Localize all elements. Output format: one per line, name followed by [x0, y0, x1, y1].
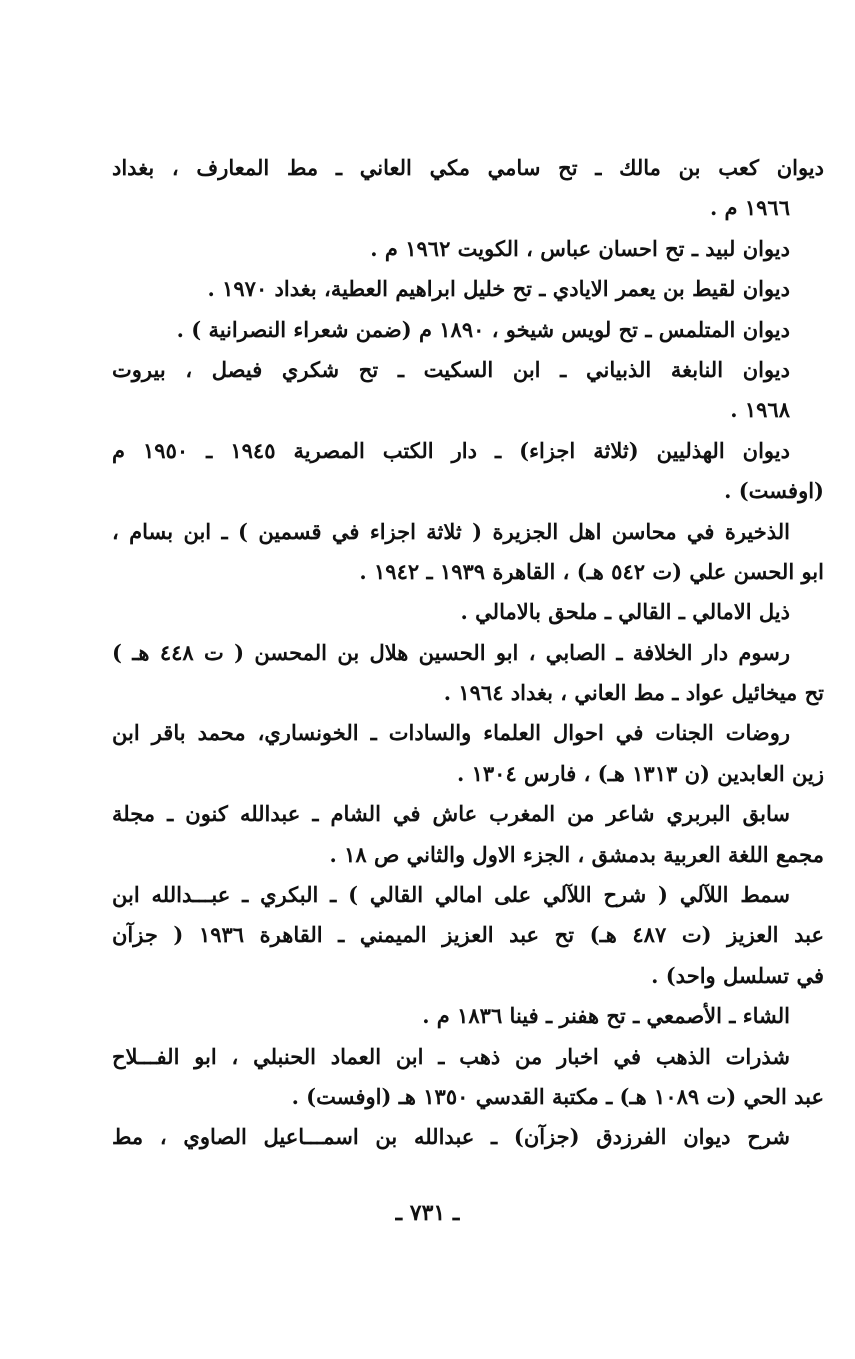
- entry-line: رسوم دار الخلافة ـ الصابي ، ابو الحسين هلال بن المحسن ( ت ٤٤٨ هـ ): [112, 639, 790, 665]
- entry-line: ١٩٦٨ .: [730, 397, 790, 423]
- entry-line: عبد العزيز (ت ٤٨٧ هـ) تح عبد العزيز الميمني ـ القاهرة ١٩٣٦ ( جزآن: [112, 922, 824, 948]
- entry-line: شرح ديوان الفرزدق (جزآن) ـ عبدالله بن اسمـــاعيل الصاوي ، مط: [112, 1124, 790, 1150]
- entry-line: عبد الحي (ت ١٠٨٩ هـ) ـ مكتبة القدسي ١٣٥٠ هـ (اوفست) .: [291, 1083, 824, 1109]
- entry-line: ابو الحسن علي (ت ٥٤٢ هـ) ، القاهرة ١٩٣٩ ـ ١٩٤٢ .: [359, 558, 824, 584]
- entry-line: روضات الجنات في احوال العلماء والسادات ـ الخونساري، محمد باقر ابن: [112, 720, 790, 746]
- entry-line: زين العابدين (ن ١٣١٣ هـ) ، فارس ١٣٠٤ .: [456, 760, 824, 786]
- entry-line: ديوان النابغة الذبياني ـ ابن السكيت ـ تح شكري فيصل ، بيروت: [112, 356, 790, 382]
- entry-line: مجمع اللغة العربية بدمشق ، الجزء الاول والثاني ص ١٨ .: [329, 841, 824, 867]
- entry-line: ذيل الامالي ـ القالي ـ ملحق بالامالي .: [460, 599, 790, 625]
- entry-line: الذخيرة في محاسن اهل الجزيرة ( ثلاثة اجزاء في قسمين ) ـ ابن بسام ،: [112, 518, 790, 544]
- entry-line: ديوان كعب بن مالك ـ تح سامي مكي العاني ـ مط المعارف ، بغداد: [112, 155, 824, 180]
- entry-line: (اوفست) .: [724, 478, 824, 504]
- entry-line: ١٩٦٦ م .: [709, 195, 790, 221]
- entry-line: سابق البربري شاعر من المغرب عاش في الشام ـ عبدالله كنون ـ مجلة: [112, 801, 790, 827]
- entry-line: ديوان لبيد ـ تح احسان عباس ، الكويت ١٩٦٢ م .: [370, 235, 790, 261]
- entry-line: شذرات الذهب في اخبار من ذهب ـ ابن العماد الحنبلي ، ابو الفـــلاح: [112, 1043, 790, 1069]
- entry-line: سمط اللآلي ( شرح اللآلي على امالي القالي ) ـ البكري ـ عبـــدالله ابن: [112, 882, 790, 908]
- bibliography-list: [112, 148, 824, 1158]
- page-number: ـ ٧٣١ ـ: [395, 1200, 460, 1226]
- entry-line: تح ميخائيل عواد ـ مط العاني ، بغداد ١٩٦٤ .: [443, 680, 824, 706]
- entry-line: في تسلسل واحد) .: [651, 962, 824, 988]
- entry-line: ديوان الهذليين (ثلاثة اجزاء) ـ دار الكتب المصرية ١٩٤٥ ـ ١٩٥٠ م: [112, 437, 790, 463]
- entry-line: الشاء ـ الأصمعي ـ تح هفنر ـ فينا ١٨٣٦ م .: [422, 1003, 790, 1029]
- entry-line: ديوان المتلمس ـ تح لويس شيخو ، ١٨٩٠ م (ضمن شعراء النصرانية ) .: [176, 316, 790, 342]
- entry-line: ديوان لقيط بن يعمر الايادي ـ تح خليل ابراهيم العطية، بغداد ١٩٧٠ .: [207, 276, 790, 302]
